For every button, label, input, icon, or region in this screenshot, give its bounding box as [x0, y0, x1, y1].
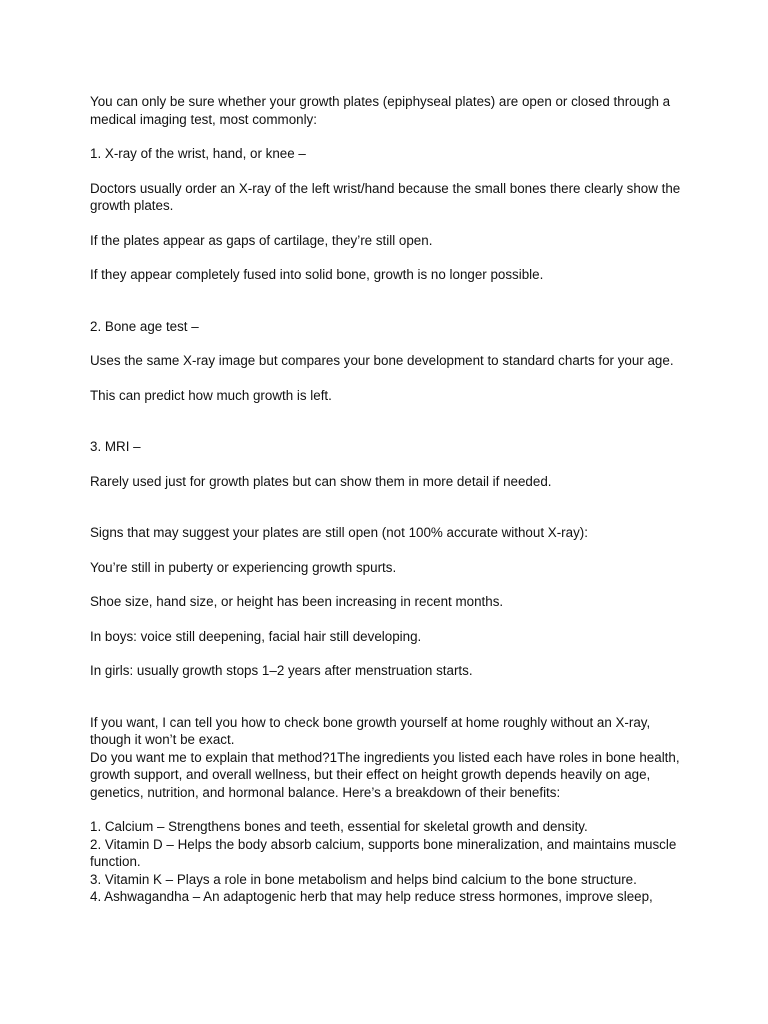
- spacer: [90, 507, 690, 524]
- mri-paragraph: Rarely used just for growth plates but can show them in more detail if needed.: [90, 473, 552, 489]
- bone-age-predict-paragraph: This can predict how much growth is left.: [90, 387, 332, 403]
- xray-open-paragraph: If the plates appear as gaps of cartilage, they’re still open.: [90, 232, 433, 248]
- section-heading-xray: 1. X-ray of the wrist, hand, or knee –: [90, 146, 306, 161]
- home-check-paragraph: If you want, I can tell you how to check bone growth yourself at home roughly without an X-ray, though it won’t be exact.: [90, 714, 651, 747]
- spacer: [90, 697, 690, 714]
- spacer: [90, 421, 690, 438]
- ingredient-vitamin-d: 2. Vitamin D – Helps the body absorb calcium, supports bone mineralization, and maintains muscle function.: [90, 836, 677, 869]
- ingredient-calcium: 1. Calcium – Strengthens bones and teeth, essential for skeletal growth and density.: [90, 819, 588, 834]
- bone-age-paragraph: Uses the same X-ray image but compares your bone development to standard charts for your age.: [90, 353, 674, 368]
- spacer: [90, 301, 690, 318]
- document-page: [90, 93, 690, 906]
- signs-heading: Signs that may suggest your plates are still open (not 100% accurate without X-ray):: [90, 525, 588, 540]
- sign-girls: In girls: usually growth stops 1–2 years after menstruation starts.: [90, 663, 473, 678]
- sign-size: Shoe size, hand size, or height has been increasing in recent months.: [90, 594, 504, 609]
- ingredient-vitamin-k: 3. Vitamin K – Plays a role in bone metabolism and helps bind calcium to the bone structure.: [90, 871, 637, 887]
- xray-paragraph: Doctors usually order an X-ray of the left wrist/hand because the small bones there clearly show the growth plates.: [90, 180, 681, 213]
- section-heading-mri: 3. MRI –: [90, 439, 141, 454]
- intro-paragraph: You can only be sure whether your growth plates (epiphyseal plates) are open or closed through a medical imaging test, most commonly:: [90, 94, 671, 127]
- section-heading-bone-age: 2. Bone age test –: [90, 318, 199, 334]
- ingredient-ashwagandha: 4. Ashwagandha – An adaptogenic herb that may help reduce stress hormones, improve sleep,: [90, 889, 653, 904]
- xray-closed-paragraph: If they appear completely fused into solid bone, growth is no longer possible.: [90, 267, 544, 282]
- sign-puberty: You’re still in puberty or experiencing growth spurts.: [90, 559, 397, 575]
- sign-boys: In boys: voice still deepening, facial hair still developing.: [90, 628, 422, 644]
- ingredients-intro-paragraph: Do you want me to explain that method?1The ingredients you listed each have roles in bone health, growth support, and overall wellness, but their effect on height growth depends heavily on age, genetics, nutrition, and hormonal balance. Here’s a breakdown of their benefits:: [90, 749, 680, 800]
